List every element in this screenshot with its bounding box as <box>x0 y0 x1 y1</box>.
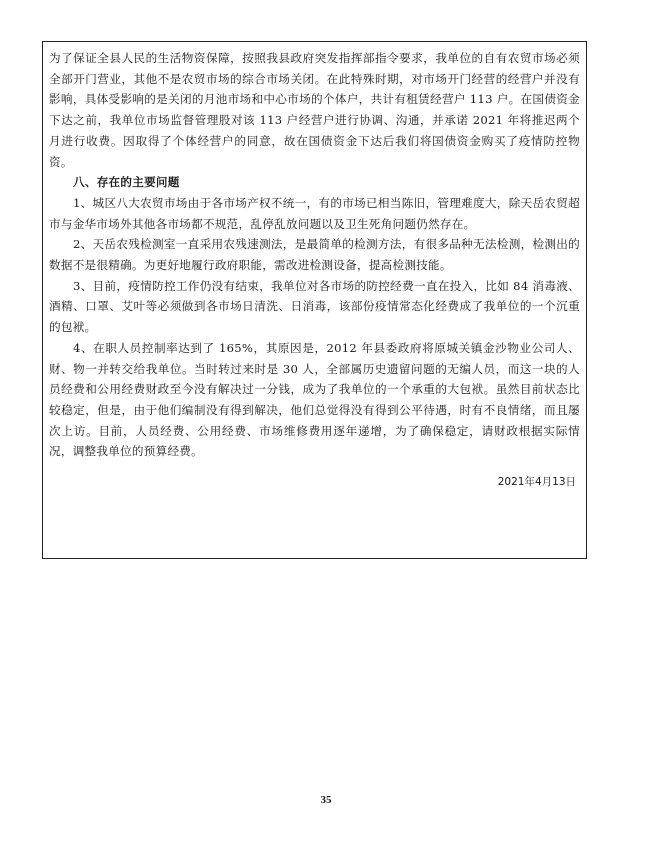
paragraph-continuation: 为了保证全县人民的生活物资保障，按照我县政府突发指挥部指令要求，我单位的自有农贸市场必须全部开门营业，其他不是农贸市场的综合市场关闭。在此特殊时期，对市场开门经营的经营户并没有影响，具体受影响的是关闭的月池市场和中心市场的个体户，共计有租赁经营户 113 户。在国债资金下达之前，我单位市场监督管理股对该 113 户经营户进行协调、沟通，并承诺 2021 年将推迟两个月进行收费。因取得了个体经营户的同意，故在国债资金下达后我们将国债资金购买了疫情防控物资。 <box>49 51 580 169</box>
document-date: 2021年4月13日 <box>497 476 576 488</box>
paragraph-issue-3: 3、目前，疫情防控工作仍没有结束，我单位对各市场的防控经费一直在投入，比如 84 消毒液、酒精、口罩、艾叶等必须做到各市场日清洗、日消毒，该部份疫情常态化经费成了我单位的一个沉重的包袱。 <box>49 278 580 335</box>
paragraph-issue-2: 2、天岳农残检测室一直采用农残速测法，是最简单的检测方法，有很多品种无法检测，检测出的数据不是很精确。为更好地履行政府职能，需改进检测设备，提高检测技能。 <box>49 237 580 273</box>
section-heading: 八、存在的主要问题 <box>73 175 180 190</box>
paragraph-issue-1: 1、城区八大农贸市场由于各市场产权不统一，有的市场已相当陈旧，管理难度大，除天岳农贸超市与金华市场外其他各市场都不规范，乱停乱放问题以及卫生死角问题仍然存在。 <box>49 195 580 231</box>
document-frame <box>42 41 587 559</box>
document-body <box>49 48 580 462</box>
page-number: 35 <box>320 794 332 806</box>
paragraph-issue-4: 4、在职人员控制率达到了 165%，其原因是，2012 年县委政府将原城关镇金沙物业公司人、财、物一并转交给我单位。当时转过来时是 30 人，全部属历史遗留问题的无编人员，而这一块的人员经费和公用经费财政至今没有解决过一分钱，成为了我单位的一个承重的大包袱。虽然目前状态比较稳定，但是，由于他们编制没有得到解决，他们总觉得没有得到公平待遇，时有不良情绪，而且屡次上访。目前，人员经费、公用经费、市场维修费用逐年递增，为了确保稳定，请财政根据实际情况，调整我单位的预算经费。 <box>49 340 580 459</box>
